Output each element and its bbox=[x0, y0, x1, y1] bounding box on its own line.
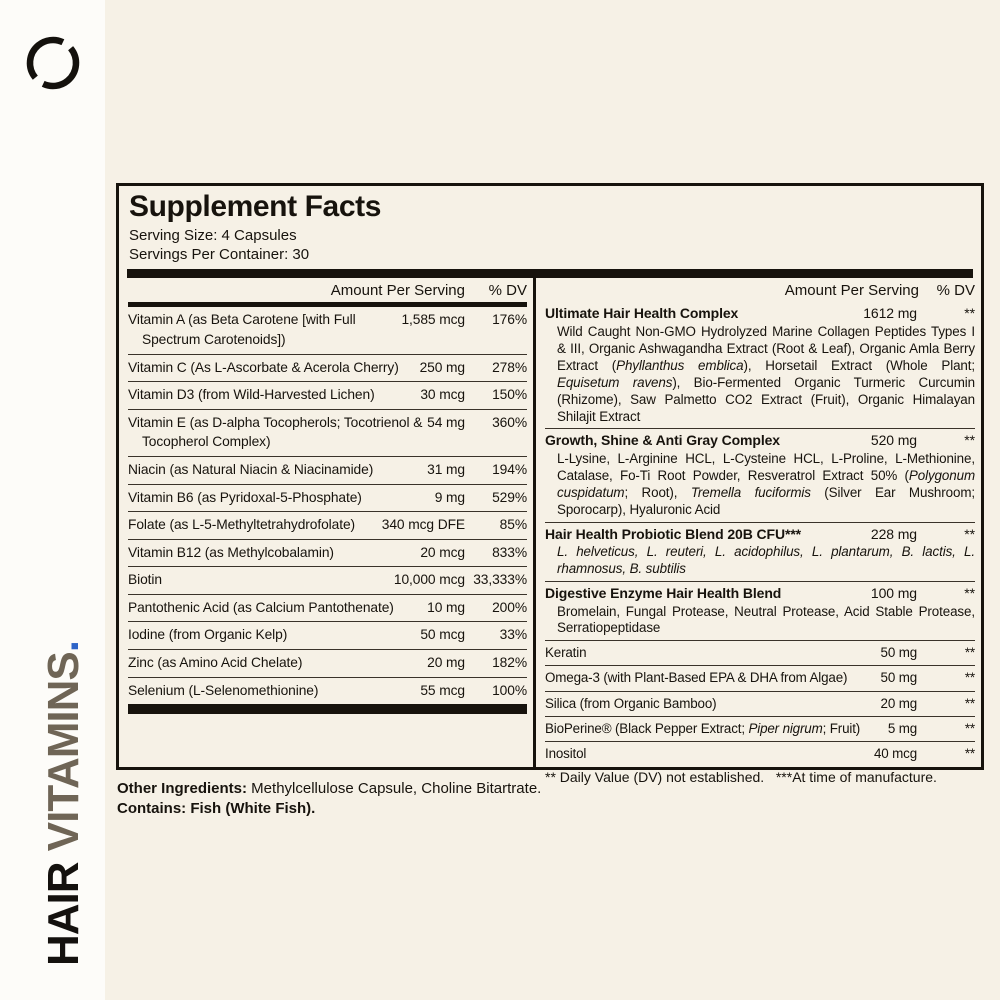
nutrient-row bbox=[128, 511, 527, 539]
nutrient-amount: 50 mcg bbox=[420, 627, 465, 643]
nutrient-dv: 360% bbox=[492, 414, 527, 430]
blend-amount: 228 mg bbox=[870, 525, 917, 542]
nutrient-name: Folate (as L-5-Methyltetrahydrofolate) bbox=[128, 517, 356, 533]
other-ingredients-text: Methylcellulose Capsule, Choline Bitartrate. bbox=[247, 780, 542, 797]
nutrient-amount: 5 mg bbox=[887, 720, 917, 736]
nutrient-amount: 20 mcg bbox=[420, 544, 465, 560]
nutrient-row bbox=[128, 409, 527, 456]
text-segment: Bromelain, Fungal Protease, Neutral Protease, Acid Stable Protease, Serratiopeptidase bbox=[557, 603, 975, 636]
nutrient-row bbox=[545, 640, 975, 665]
nutrient-dv: 194% bbox=[492, 461, 527, 477]
blend-dv: ** bbox=[964, 584, 975, 601]
text-segment: ), Bio-Fermented Organic Turmeric Curcumin (Rhizome), Saw Palmetto CO2 Extract (Fruit), Organic Himalayan Shilajit Extract bbox=[557, 374, 976, 424]
blend-header-row bbox=[545, 431, 975, 451]
nutrient-name: Vitamin E (as D-alpha Tocopherols; Tocotrienol & Tocopherol Complex) bbox=[128, 414, 423, 450]
text-segment: L-Lysine, L-Arginine HCL, L-Cysteine HCL, L-Proline, L-Methionine, Catalase, Fo-Ti Root Powder, Resveratrol Extract 50% ( bbox=[557, 451, 975, 483]
blend-group bbox=[545, 302, 975, 428]
nutrient-dv: ** bbox=[964, 745, 975, 761]
percent-dv-header: % DV bbox=[488, 282, 527, 300]
nutrient-row bbox=[128, 566, 527, 594]
nutrient-dv: 182% bbox=[492, 655, 527, 670]
scientific-name: Phyllanthus emblica bbox=[616, 357, 744, 373]
serving-size: Serving Size: 4 Capsules bbox=[129, 227, 297, 245]
nutrient-row bbox=[128, 594, 527, 622]
text-segment: ; Root), bbox=[624, 484, 691, 500]
text-segment: BioPerine® (Black Pepper Extract; bbox=[545, 720, 749, 736]
nutrient-row bbox=[128, 539, 527, 567]
nutrient-name bbox=[545, 643, 875, 663]
amount-per-serving-header: Amount Per Serving bbox=[784, 282, 919, 300]
blend-name: Ultimate Hair Health Complex bbox=[545, 305, 739, 322]
panel-title: Supplement Facts bbox=[129, 190, 381, 223]
nutrient-amount: 55 mcg bbox=[420, 682, 465, 698]
brand-word-vitamins: VITAMINS bbox=[39, 652, 88, 863]
nutrient-amount: 50 mg bbox=[880, 670, 917, 686]
blend-ingredients bbox=[557, 604, 975, 638]
right-column bbox=[536, 278, 981, 785]
percent-dv-header: % DV bbox=[936, 282, 975, 300]
blend-ingredients bbox=[557, 544, 975, 578]
other-ingredients-line bbox=[117, 779, 541, 799]
nutrient-dv: 176% bbox=[492, 312, 527, 328]
dv-footnote: ** Daily Value (DV) not established. ***At time of manufacture. bbox=[545, 768, 937, 785]
nutrient-row bbox=[128, 677, 527, 705]
nutrient-dv: ** bbox=[964, 670, 975, 686]
nutrient-dv: 85% bbox=[499, 517, 527, 533]
scientific-name: Piper nigrum bbox=[748, 720, 823, 736]
nutrient-amount: 10 mg bbox=[427, 599, 465, 615]
nutrient-row bbox=[545, 741, 975, 766]
nutrient-name: Pantothenic Acid (as Calcium Pantothenate) bbox=[128, 599, 394, 615]
nutrient-name: Vitamin D3 (from Wild-Harvested Lichen) bbox=[128, 387, 375, 403]
supplement-facts-panel bbox=[116, 183, 984, 785]
blend-name: Hair Health Probiotic Blend 20B CFU*** bbox=[545, 525, 802, 542]
nutrient-name: Vitamin A (as Beta Carotene [with Full Spectrum Carotenoids]) bbox=[128, 312, 356, 348]
nutrient-row bbox=[128, 307, 527, 353]
nutrient-dv: ** bbox=[964, 720, 975, 736]
blend-name: Growth, Shine & Anti Gray Complex bbox=[545, 432, 780, 449]
nutrient-row bbox=[128, 649, 527, 677]
nutrient-dv: 33% bbox=[499, 627, 527, 643]
servings-per-container: Servings Per Container: 30 bbox=[129, 246, 310, 264]
scientific-name: Equisetum ravens bbox=[557, 374, 673, 390]
nutrient-dv: 833% bbox=[492, 544, 527, 560]
broken-circle-icon bbox=[25, 35, 81, 91]
nutrient-amount: 40 mcg bbox=[873, 745, 917, 761]
nutrient-name: Vitamin B6 (as Pyridoxal-5-Phosphate) bbox=[128, 489, 362, 505]
nutrient-name bbox=[545, 668, 875, 688]
nutrient-name bbox=[545, 744, 868, 764]
blend-ingredients bbox=[557, 324, 975, 425]
right-column-rows bbox=[545, 640, 975, 766]
blend-dv: ** bbox=[964, 305, 975, 322]
nutrient-row bbox=[128, 621, 527, 649]
blend-amount: 100 mg bbox=[870, 584, 917, 601]
nutrient-row bbox=[128, 354, 527, 382]
contains-line bbox=[117, 799, 541, 819]
blend-dv: ** bbox=[964, 525, 975, 542]
nutrient-row bbox=[545, 716, 975, 741]
nutrient-row bbox=[128, 456, 527, 484]
nutrient-row bbox=[545, 665, 975, 690]
blend-name: Digestive Enzyme Hair Health Blend bbox=[545, 584, 782, 601]
blend-dv: ** bbox=[964, 432, 975, 449]
left-column-rows bbox=[128, 307, 527, 704]
nutrient-name: Vitamin B12 (as Methylcobalamin) bbox=[128, 544, 334, 560]
nutrient-name bbox=[545, 694, 875, 714]
right-column-header bbox=[545, 278, 975, 302]
text-segment: Keratin bbox=[545, 645, 587, 661]
brand-dot: . bbox=[39, 641, 88, 653]
nutrient-amount: 340 mcg DFE bbox=[381, 517, 465, 533]
text-segment: (Silver Ear Mushroom; Sporocarp), Hyaluronic Acid bbox=[557, 484, 976, 517]
nutrient-name: Biotin bbox=[128, 572, 162, 588]
nutrient-amount: 20 mg bbox=[880, 695, 917, 711]
nutrient-dv: 529% bbox=[492, 489, 527, 505]
nutrient-name bbox=[545, 719, 882, 739]
vertical-brand-text bbox=[40, 641, 88, 966]
text-segment: ; Fruit) bbox=[822, 720, 861, 736]
text-segment: Inositol bbox=[545, 745, 587, 761]
nutrient-name: Selenium (L-Selenomethionine) bbox=[128, 682, 319, 698]
text-segment: Omega-3 (with Plant-Based EPA & DHA from Algae) bbox=[545, 670, 848, 686]
scientific-name: L. helveticus, L. reuteri, L. acidophilus, L. plantarum, B. lactis, L. rhamnosus, B. subtilis bbox=[557, 544, 975, 577]
nutrient-row bbox=[545, 691, 975, 716]
nutrient-amount: 54 mg bbox=[427, 414, 465, 430]
nutrient-dv: 150% bbox=[492, 387, 527, 403]
nutrient-dv: 278% bbox=[492, 359, 527, 375]
nutrient-name: Vitamin C (As L-Ascorbate & Acerola Cherry) bbox=[128, 359, 399, 375]
text-segment: Silica (from Organic Bamboo) bbox=[545, 695, 717, 711]
text-segment: ), Horsetail Extract (Whole Plant; bbox=[743, 357, 976, 373]
nutrient-amount: 30 mcg bbox=[420, 387, 465, 403]
nutrient-dv: ** bbox=[964, 645, 975, 661]
nutrient-dv: 33,333% bbox=[473, 572, 527, 588]
nutrient-amount: 1,585 mcg bbox=[401, 312, 465, 328]
scientific-name: Tremella fuciformis bbox=[690, 484, 811, 500]
amount-per-serving-header: Amount Per Serving bbox=[330, 282, 465, 300]
panel-header bbox=[119, 186, 981, 264]
scientific-name: Polygonum cuspidatum bbox=[557, 467, 975, 500]
nutrient-dv: ** bbox=[964, 695, 975, 711]
nutrient-dv: 200% bbox=[492, 599, 527, 615]
nutrient-dv: 100% bbox=[492, 682, 527, 698]
text-segment: Wild Caught Non-GMO Hydrolyzed Marine Collagen Peptides Types I & III, Organic Ashwagandha Extract (Root & Leaf), Organic Amla Berry Extract ( bbox=[557, 324, 975, 373]
left-column-end-bar bbox=[128, 704, 527, 714]
nutrient-name: Zinc (as Amino Acid Chelate) bbox=[128, 655, 303, 670]
thick-divider-bar bbox=[127, 269, 973, 278]
blend-group bbox=[545, 581, 975, 640]
blend-amount: 520 mg bbox=[870, 432, 917, 449]
nutrient-amount: 20 mg bbox=[427, 655, 465, 670]
nutrient-amount: 10,000 mcg bbox=[393, 572, 465, 588]
nutrient-amount: 250 mg bbox=[419, 359, 465, 375]
nutrient-row bbox=[128, 381, 527, 409]
right-column-groups bbox=[545, 302, 975, 640]
brand-word-hair: HAIR bbox=[39, 862, 88, 966]
nutrient-amount: 9 mg bbox=[434, 489, 465, 505]
below-panel-notes bbox=[117, 779, 541, 819]
blend-amount: 1612 mg bbox=[863, 305, 917, 322]
blend-header-row bbox=[545, 584, 975, 604]
nutrient-row bbox=[128, 484, 527, 512]
blend-group bbox=[545, 522, 975, 581]
left-column bbox=[119, 278, 533, 767]
blend-ingredients bbox=[557, 451, 975, 519]
facts-columns bbox=[119, 278, 981, 785]
nutrient-name: Iodine (from Organic Kelp) bbox=[128, 627, 288, 643]
nutrient-amount: 31 mg bbox=[427, 461, 465, 477]
blend-header-row bbox=[545, 304, 975, 324]
blend-header-row bbox=[545, 525, 975, 545]
left-column-header bbox=[128, 278, 527, 302]
nutrient-name: Niacin (as Natural Niacin & Niacinamide) bbox=[128, 461, 374, 477]
other-ingredients-label: Other Ingredients: bbox=[117, 780, 248, 797]
brand-logo bbox=[25, 35, 81, 96]
nutrient-amount: 50 mg bbox=[880, 645, 917, 661]
blend-group bbox=[545, 428, 975, 521]
contains-text: Contains: Fish (White Fish). bbox=[117, 799, 316, 817]
